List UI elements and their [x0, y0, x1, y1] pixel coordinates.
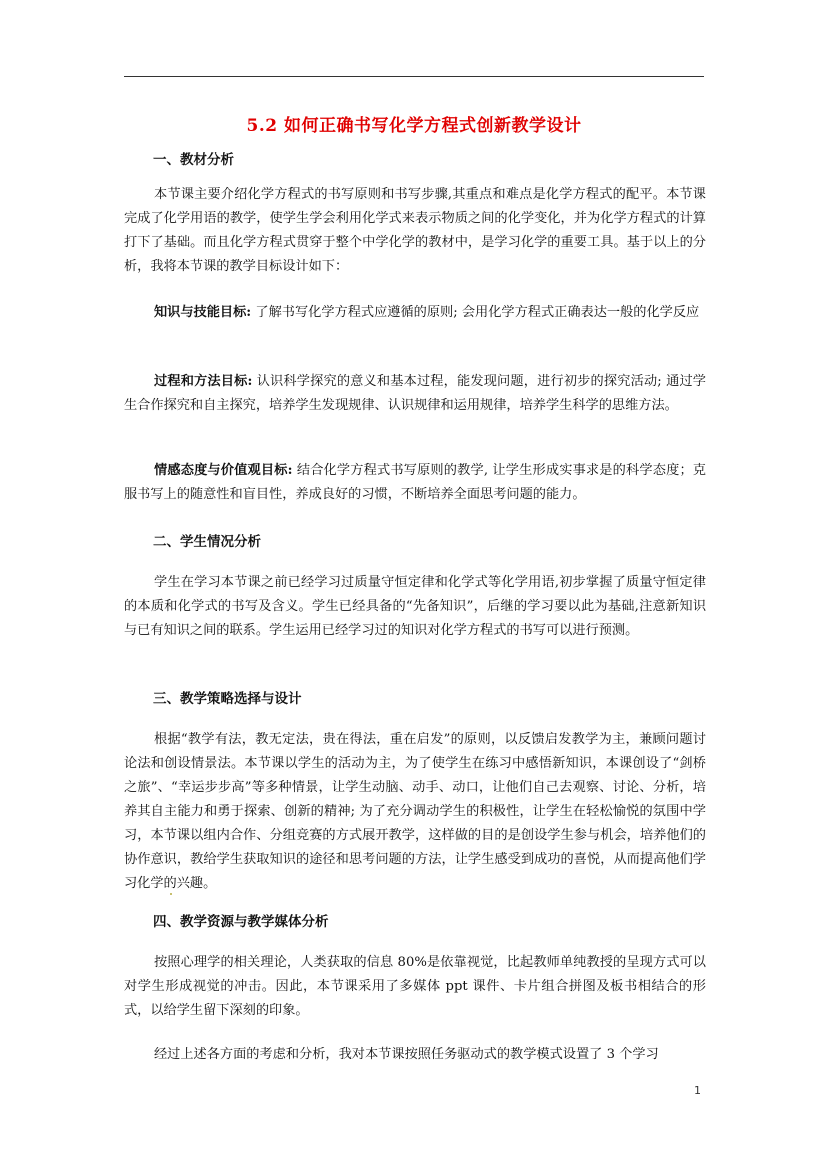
paragraph-text: 根据“教学有法，教无定法，贵在得法，重在启发”的原则，以反馈启发教学为主，兼顾问题讨论法和创设情景法。本节课以学生的活动为主，为了使学生在练习中感悟新知识，本课创设了“剑桥之旅”、“幸运步步高”等多种情景，让学生动脑、动手、动口，让他们自己去观察、讨论、分析，培养其自主能力和勇于探索、创新的精神; 为了充分调动学生的积极性，让学生在轻松愉悦的氛围中学习，本节课以组内合作、分组竞赛的方式展开教学，这样做的目的是创设学生参与机会，培养他们的协作意识，教给学生获取知识的途径和思考问题的方法，让学生感受到成功的喜悦，从而提高他们学习化学的兴趣。	[124, 732, 706, 891]
section-heading-strategy: 三、教学策略选择与设计	[153, 691, 302, 707]
paragraph-material-intro	[124, 183, 706, 279]
section-heading-resources: 四、教学资源与教学媒体分析	[153, 914, 329, 930]
paragraph-text: 结合化学方程式书写原则的教学, 让学生形成实事求是的科学态度；克服书写上的随意性和盲目性，养成良好的习惯，不断培养全面思考问题的能力。	[124, 463, 706, 502]
goal-label: 过程和方法目标:	[154, 374, 253, 389]
section-heading-teaching-material: 一、教材分析	[153, 152, 234, 168]
goal-label: 情感态度与价值观目标:	[154, 463, 293, 478]
paragraph-process-goal	[124, 370, 706, 418]
paragraph-strategy	[124, 728, 706, 896]
paragraph-text: 认识科学探究的意义和基本过程，能发现问题，进行初步的探究活动; 通过学生合作探究和自主探究，培养学生发现规律、认识规律和运用规律，培养学生科学的思维方法。	[124, 374, 706, 413]
paragraph-student-analysis	[124, 571, 706, 643]
paragraph-text: 本节课主要介绍化学方程式的书写原则和书写步骤,其重点和难点是化学方程式的配平。本节课完成了化学用语的教学，使学生学会利用化学式来表示物质之间的化学变化，并为化学方程式的计算打下了基础。而且化学方程式贯穿于整个中学化学的教材中，是学习化学的重要工具。基于以上的分析，我将本节课的教学目标设计如下：	[124, 187, 706, 274]
paragraph-summary	[124, 1043, 706, 1067]
paragraph-knowledge-goal	[124, 301, 706, 325]
document-title: 5.2 如何正确书写化学方程式创新教学设计	[246, 116, 582, 136]
header-rule	[124, 76, 704, 77]
paragraph-text: 学生在学习本节课之前已经学习过质量守恒定律和化学式等化学用语,初步掌握了质量守恒定律的本质和化学式的书写及含义。学生已经具备的“先备知识”，后继的学习要以此为基础,注意新知识与已有知识之间的联系。学生运用已经学习过的知识对化学方程式的书写可以进行预测。	[124, 575, 706, 638]
scan-speck	[170, 893, 172, 895]
goal-label: 知识与技能目标:	[154, 305, 252, 320]
section-heading-student-analysis: 二、学生情况分析	[153, 534, 261, 550]
paragraph-resources	[124, 951, 706, 1023]
paragraph-text: 了解书写化学方程式应遵循的原则; 会用化学方程式正确表达一般的化学反应	[251, 305, 700, 320]
paragraph-text: 按照心理学的相关理论，人类获取的信息 80%是依靠视觉，比起教师单纯教授的呈现方式可以对学生形成视觉的冲击。因此，本节课采用了多媒体 ppt 课件、卡片组合拼图及板书相结合的形式，以给学生留下深刻的印象。	[124, 955, 706, 1018]
paragraph-text: 经过上述各方面的考虑和分析，我对本节课按照任务驱动式的教学模式设置了 3 个学习	[154, 1047, 659, 1062]
page-number: 1	[694, 1084, 701, 1097]
paragraph-emotion-goal	[124, 459, 706, 507]
